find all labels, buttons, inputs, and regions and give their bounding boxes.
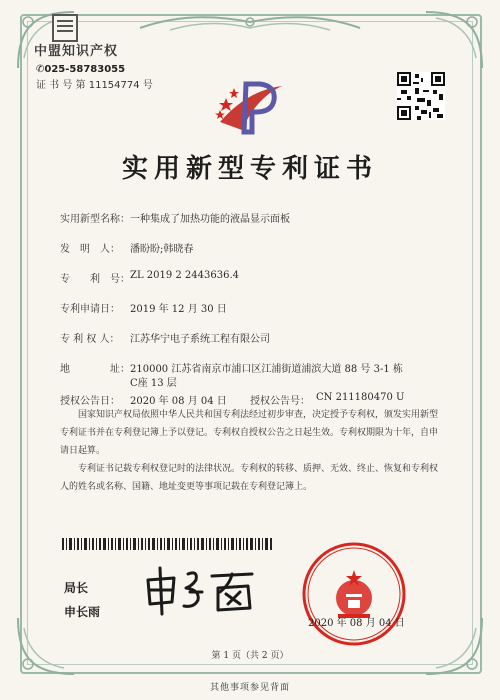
agency-brand: 中盟知识产权 [34,44,119,59]
certificate-number: 证 书 号 第 11154774 号 [36,80,153,91]
utility-model-name: 一种集成了加热功能的液晶显示面板 [130,214,290,225]
patent-office-emblem [212,76,288,136]
certificate-title: 实用新型专利证书 [121,154,378,184]
body-paragraph-1: 国家知识产权局依照中华人民共和国专利法经过初步审查，决定授予专利权，颁发实用新型专利证书并在专利登记簿上予以登记。专利权自授权公告之日起生效。专利权期限为十年，自申请日起算。 [60,410,439,456]
inventor-label: 发 明 人： [60,244,120,255]
inventor-value: 潘盼盼;韩晓春 [130,244,194,255]
grant-date: 2020 年 08 月 04 日 [130,396,227,407]
body-paragraph-2: 专利证书记载专利权登记时的法律状况。专利权的转移、质押、无效、终止、恢复和专利权人的姓名或名称、国籍、地址变更等事项记载在专利登记簿上。 [60,464,439,492]
address-label: 地 址： [60,364,130,375]
qr-code [397,72,445,120]
grant-number: CN 211180470 U [316,392,405,403]
official-seal [300,540,408,648]
director-block [64,576,100,624]
top-border-ornament [130,8,370,38]
seal-date: 2020 年 08 月 04 日 [308,618,405,629]
director-title: 局长 [64,581,89,595]
grant-number-label: 授权公告号： [250,396,310,407]
agency-phone: ✆025-58783055 [36,64,126,75]
address-line-1: 210000 江苏省南京市浦口区江浦街道浦滨大道 88 号 3-1 栋 [130,364,403,375]
address-line-2: C座 13 层 [130,378,177,389]
filing-date: 2019 年 12 月 30 日 [130,304,227,315]
handwritten-signature [140,562,260,618]
utility-model-name-label: 实用新型名称： [60,214,130,225]
patent-number: ZL 2019 2 2443636.4 [130,270,240,281]
phone-icon: ✆ [36,64,45,75]
patent-number-label: 专 利 号： [60,274,130,285]
certificate-body [60,406,442,496]
filing-date-label: 专利申请日： [60,304,120,315]
page-number: 第 1 页（共 2 页） [211,651,289,661]
patentee-label: 专 利 权 人： [60,334,120,345]
agency-logo-icon [52,14,78,42]
corner-ornament-top-right [416,8,486,78]
patentee-value: 江苏华宁电子系统工程有限公司 [130,334,270,345]
barcode [62,538,272,550]
corner-ornament-bottom-right [416,608,486,678]
footer-note: 其他事项参见背面 [209,683,290,693]
director-name: 申长雨 [64,605,101,619]
grant-date-label: 授权公告日： [60,396,120,407]
